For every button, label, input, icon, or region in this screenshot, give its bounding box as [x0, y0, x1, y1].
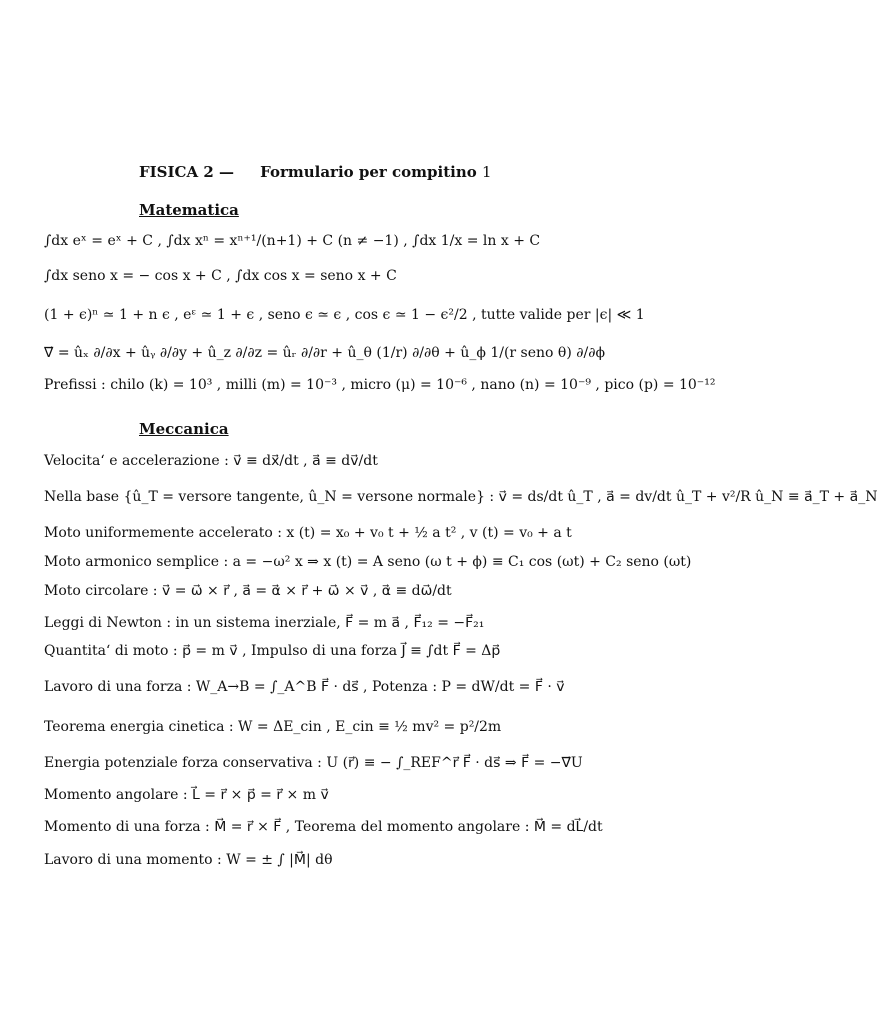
formula-line: Moto uniformemente accelerato : x (t) = x₀ + v₀ t + ½ a t² , v (t) = v₀ + a t: [44, 525, 572, 541]
formula-line: ∫dx eˣ = eˣ + C , ∫dx xⁿ = xⁿ⁺¹/(n+1) + C (n ≠ −1) , ∫dx 1/x = ln x + C: [44, 233, 541, 249]
formula-line: Energia potenziale forza conservativa : U (r⃗) ≡ − ∫_REF^r⃗ F⃗ · ds⃗ ⇒ F⃗ = −∇⃗U: [44, 755, 583, 771]
sheet-title: Formulario per compitino: [260, 163, 477, 181]
formula-line: Teorema energia cinetica : W = ΔE_cin , E_cin ≡ ½ mv² = p²/2m: [44, 719, 502, 735]
formula-line: Moto circolare : v⃗ = ω⃗ × r⃗ , a⃗ = α⃗ × r⃗ + ω⃗ × v⃗ , α⃗ ≡ dω⃗/dt: [44, 583, 452, 599]
formula-line: ∫dx seno x = − cos x + C , ∫dx cos x = seno x + C: [44, 268, 397, 284]
formula-line: Velocita‘ e accelerazione : v⃗ ≡ dx⃗/dt , a⃗ ≡ dv⃗/dt: [44, 453, 378, 469]
formula-line: Lavoro di una forza : W_A→B = ∫_A^B F⃗ · ds⃗ , Potenza : P = dW/dt = F⃗ · v⃗: [44, 679, 565, 695]
formula-line: (1 + ϵ)ⁿ ≃ 1 + n ϵ , eᵋ ≃ 1 + ϵ , seno ϵ ≃ ϵ , cos ϵ ≃ 1 − ϵ²/2 , tutte valide per |ϵ| ≪ 1: [44, 307, 645, 323]
formula-line: Lavoro di una momento : W = ± ∫ |M⃗| dθ: [44, 852, 333, 868]
section-heading-mech: Meccanica: [139, 420, 229, 438]
page-title: [139, 163, 492, 181]
course-label: FISICA 2 —: [139, 163, 234, 181]
formula-line: Quantita‘ di moto : p⃗ = m v⃗ , Impulso di una forza J⃗ ≡ ∫dt F⃗ = Δp⃗: [44, 643, 501, 659]
sheet-number: 1: [482, 163, 492, 181]
formula-line: Prefissi : chilo (k) = 10³ , milli (m) = 10⁻³ , micro (μ) = 10⁻⁶ , nano (n) = 10⁻⁹ , pico (p) = 10⁻¹²: [44, 377, 716, 393]
formula-line: Momento angolare : L⃗ = r⃗ × p⃗ = r⃗ × m v⃗: [44, 787, 329, 803]
formula-line: Momento di una forza : M⃗ = r⃗ × F⃗ , Teorema del momento angolare : M⃗ = dL⃗/dt: [44, 819, 603, 835]
section-heading-math: Matematica: [139, 201, 239, 219]
formula-line: Nella base {û_T = versore tangente, û_N = versone normale} : v⃗ = ds/dt û_T , a⃗ = dv/dt û_T + v²/R û_N ≡ a⃗_T + a⃗_N: [44, 489, 877, 505]
formula-line: Leggi di Newton : in un sistema inerziale, F⃗ = m a⃗ , F⃗₁₂ = −F⃗₂₁: [44, 615, 485, 631]
formula-line: Moto armonico semplice : a = −ω² x ⇒ x (t) = A seno (ω t + ϕ) ≡ C₁ cos (ωt) + C₂ seno (ωt): [44, 554, 692, 570]
formula-line: ∇⃗ = ûₓ ∂/∂x + ûᵧ ∂/∂y + û_z ∂/∂z = ûᵣ ∂/∂r + û_θ (1/r) ∂/∂θ + û_ϕ 1/(r seno θ) ∂/∂ϕ: [44, 345, 606, 361]
